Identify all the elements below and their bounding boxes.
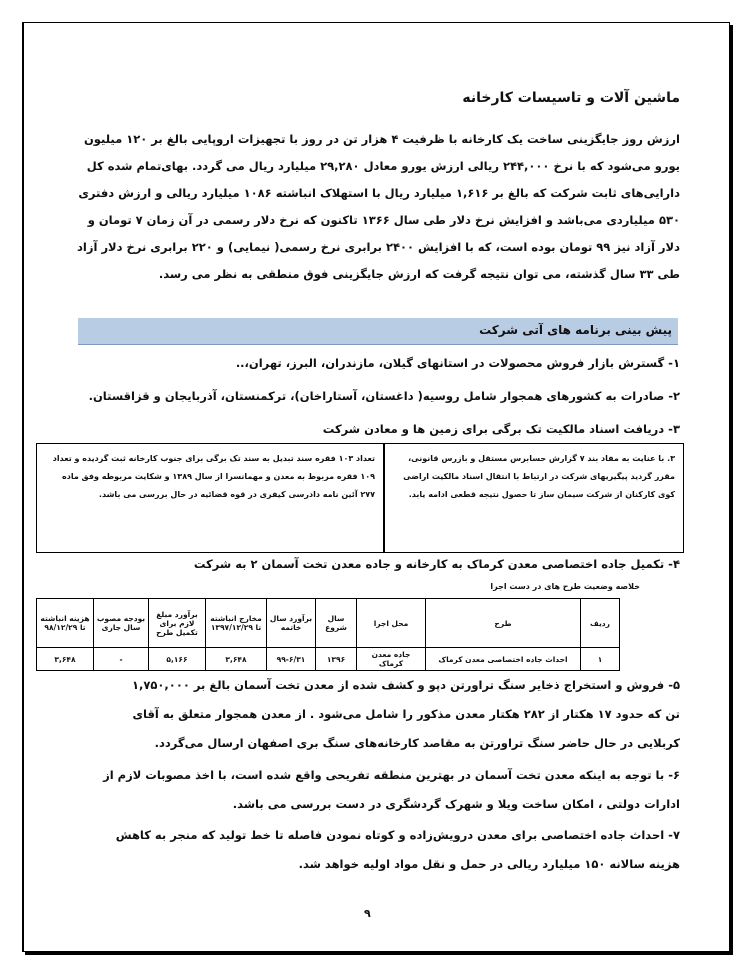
table-cell: ۳,۶۴۸	[206, 648, 267, 671]
plan-item-1: ۱- گسترش بازار فروش محصولات در استانهای گیلان، مازندران، البرز، تهران،..	[235, 356, 680, 370]
plan-item-3: ۳- دریافت اسناد مالکیت تک برگی برای زمین ها و معادن شرکت	[322, 422, 680, 436]
plan-item-6-cont: ادارات دولتی ، امکان ساخت ویلا و شهرک گردشگری در دست بررسی می باشد.	[232, 797, 680, 811]
auditor-note: ۳. با عنایت به مفاد بند ۷ گزارش حسابرس مستقل و بازرس قانونی، مقرر گردید پیگیریهای شرکت در ارتباط با انتقال اسناد مالکیت اراضی کوی کارکنان از شرکت سیمان ساز تا حصول نتیجه قطعی ادامه یابد.	[383, 444, 683, 552]
table-cell: ۹۹-۶/۳۱	[267, 648, 316, 671]
table-cell: ۳,۶۴۸	[37, 648, 94, 671]
deeds-status-box	[36, 443, 684, 553]
header-cell: محل اجرا	[357, 599, 426, 648]
header-cell: هزینه انباشته تا ۹۸/۱۲/۲۹	[37, 599, 94, 648]
table-header-row	[37, 599, 620, 648]
header-cell: سال شروع	[316, 599, 357, 648]
plan-item-2: ۲- صادرات به کشورهای همجوار شامل روسیه( داغستان، آستاراخان)، ترکمنستان، آذربایجان و قزاقستان.	[88, 389, 680, 403]
paragraph-line: طی ۳۳ سال گذشته، می توان نتیجه گرفت که ارزش جایگزینی فوق منطقی به نظر می رسد.	[158, 267, 680, 281]
table-cell: ۱	[581, 648, 620, 671]
paragraph-line: ارزش روز جایگزینی ساخت یک کارخانه با ظرفیت ۴ هزار تن در روز با تجهیزات اروپایی بالغ بر ۱۲۰ میلیون	[83, 132, 680, 146]
section-heading: ماشین آلات و تاسیسات کارخانه	[462, 90, 680, 106]
plan-item-6: ۶- با توجه به اینکه معدن تخت آسمان در بهترین منطقه تفریحی واقع شده است، با اخذ مصوبات لازم از	[103, 768, 680, 782]
section-title: پیش بینی برنامه های آتی شرکت	[479, 323, 672, 337]
header-cell: طرح	[426, 599, 581, 648]
plan-item-5-cont: کربلایی در حال حاضر سنگ تراورتن به مقاصد کارخانه‌های سنگ بری اصفهان ارسال می‌گردد.	[154, 736, 680, 750]
table-cell: ۵,۱۶۶	[149, 648, 206, 671]
table-title: خلاصه وضعیت طرح های در دست اجرا	[490, 582, 640, 591]
header-cell: برآورد سال خاتمه	[267, 599, 316, 648]
paragraph-line: یورو می‌شود که با نرخ ۲۴۴,۰۰۰ ریالی ارزش یورو معادل ۲۹,۲۸۰ میلیارد ریال می گردد. بهای‌تمام شده کل	[86, 159, 680, 173]
page-number: ۹	[364, 907, 371, 920]
plan-item-5-cont: تن که حدود ۱۷ هکتار از ۲۸۲ هکتار معدن مذکور را شامل می‌شود . از معدن همجوار متعلق به آقای	[132, 707, 680, 721]
header-cell: بودجه مصوب سال جاری	[94, 599, 149, 648]
header-cell: برآورد مبلغ لازم برای تکمیل طرح	[149, 599, 206, 648]
header-cell: مخارج انباشته تا ۱۳۹۷/۱۲/۲۹	[206, 599, 267, 648]
plan-item-4: ۴- تکمیل جاده اختصاصی معدن کرماک به کارخانه و جاده معدن تخت آسمان ۲ به شرکت	[193, 557, 680, 571]
plan-item-5: ۵- فروش و استخراج ذخایر سنگ تراورتن دپو و کشف شده از معدن تخت آسمان بالغ بر ۱,۷۵۰,۰۰۰	[131, 678, 680, 692]
intro-paragraph	[70, 126, 680, 288]
paragraph-line: دارایی‌های ثابت شرکت که بالغ بر ۱,۶۱۶ میلیارد ریال با استهلاک انباشته ۱۰۸۶ میلیارد ریالی و ارزش دفتری	[78, 186, 680, 200]
table-row	[37, 648, 620, 671]
section-title-bar	[78, 318, 678, 345]
table-cell: -	[94, 648, 149, 671]
table-cell: احداث جاده اختصاصی معدن کرماک	[426, 648, 581, 671]
plan-item-7: ۷- احداث جاده اختصاصی برای معدن درویش‌زاده و کوتاه نمودن فاصله تا خط تولید که منجر به کاهش	[115, 828, 680, 842]
deeds-note: تعداد ۱۰۳ فقره سند تبدیل به سند تک برگی برای جنوب کارخانه ثبت گردیده و تعداد ۱۰۹ فقره مربوط به معدن و مهمانسرا از سال ۱۳۸۹ و شکایت مربوطه وفق ماده ۲۷۷ آئین نامه دادرسی کیفری در قوه قضائیه در حال بررسی می باشد.	[52, 454, 375, 499]
paragraph-line: دلار آزاد نیز ۹۹ تومان بوده است، که با افزایش ۲۴۰۰ برابری نرخ رسمی( نیمایی) و ۲۲۰ برابری نرخ دلار آزاد	[77, 240, 680, 254]
plan-item-7-cont: هزینه سالانه ۱۵۰ میلیارد ریالی در حمل و نقل مواد اولیه خواهد شد.	[298, 857, 680, 871]
paragraph-line: ۵۳۰ میلیاردی می‌باشد و افزایش نرخ دلار طی سال ۱۳۶۶ تاکنون که نرخ دلار رسمی در آن زمان ۷ تومان و	[87, 213, 680, 227]
table-cell: ۱۳۹۶	[316, 648, 357, 671]
projects-table	[36, 598, 620, 671]
table-cell: جاده معدن کرماک	[357, 648, 426, 671]
header-cell: ردیف	[581, 599, 620, 648]
